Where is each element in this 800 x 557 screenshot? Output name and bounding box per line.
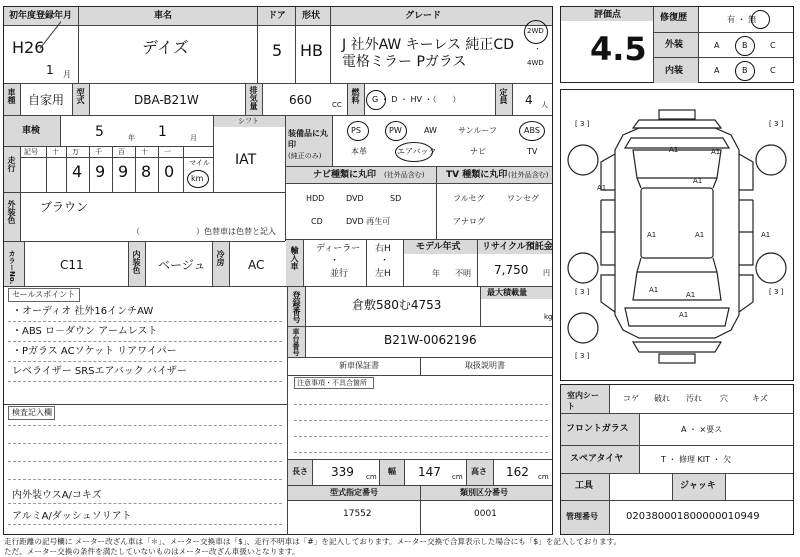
windshield-label: フロントガラス [566,424,629,434]
door-label: ドア [268,11,286,21]
displacement-label: 排気量 [249,86,258,110]
ruled-line [8,524,282,525]
interior-color-value: ベージュ [158,258,206,272]
sales-point-item: ・ABS ロ－ダウン アームレスト [12,326,158,337]
score-label: 評価点 [594,10,622,20]
interior-color-label: 内装色 [132,250,141,274]
damage-mark: A1 [679,311,689,319]
equip-abs-circle [519,121,545,141]
mileage-grid-line [112,147,113,192]
sales-point-item: レベライザー SRSエアバック バイザー [12,366,187,377]
sales-points-label-box [8,288,80,302]
model-year-unit: 年 [432,269,440,278]
mileage-digit-header: 十 [141,148,148,156]
inspection-month-unit: 月 [190,134,197,142]
footer-line1: 走行距離の記号欄に メーター改ざん車は「＊」、メーター交換車は「$」、走行不明車は「#」を記入しております。メーター交換で合算表示した場合にも「$」を記入しております。 [4,537,622,546]
mileage-digit-header: 百 [118,148,125,156]
navi-option: HDD [306,194,325,203]
equipment-item: 本革 [351,147,367,156]
capacity-label: 定員 [499,88,508,104]
width-unit: cm [452,473,463,481]
max-load-label: 最大積載量 [487,288,527,297]
chassis-value: B21W-0062196 [384,333,477,347]
mgmt-value: 020380001800000010949 [626,511,760,522]
warranty-new: 新車保証書 [339,361,379,370]
length-label: 長さ [292,467,308,476]
tire-depth-mark: [ 3 ] [769,288,784,296]
recycle-label: リサイクル預託金 [482,242,553,252]
tire-depth-mark: [ 3 ] [575,352,590,360]
damage-mark: A1 [649,286,659,294]
interior-sheet-option: コゲ [623,394,639,403]
equipment-item: ナビ [470,147,486,156]
ruled-line [8,479,282,480]
mileage-grid-line [89,147,90,192]
length-unit: cm [366,473,377,481]
height-value: 162 [506,465,529,479]
interior-sheet-option: 穴 [720,394,728,403]
type-designation-value: 17552 [343,509,372,519]
tire-depth-mark: [ 3 ] [575,120,590,128]
type-designation-label: 型式指定番号 [330,488,378,497]
first-reg-month-unit: 月 [63,70,71,79]
shift-label: シフト [238,117,259,125]
tv-label: TV 種類に丸印 [446,170,508,180]
equip-ps-circle [347,121,369,141]
mileage-digit-header: 万 [72,148,79,156]
equipment-item: エアバック [397,147,437,156]
mileage-grid-line [158,147,159,192]
equipment-item: PW [389,126,402,135]
mileage-digit-header: 一 [164,148,171,156]
mileage-digit: 8 [141,162,152,181]
ruled-line [294,420,548,421]
damage-mark: A1 [686,291,696,299]
interior-grade: C [770,66,776,75]
grade-line1: J 社外AW キーレス 純正CD [342,37,514,53]
damage-mark: A1 [693,177,703,185]
import-dealer: ディーラー [316,244,361,254]
mileage-km-unit: km [191,174,204,183]
recycle-unit: 円 [543,269,550,277]
equipment-label: 装備品に丸印 [288,129,328,149]
registration-value: 倉敷580む4753 [352,298,442,312]
exterior-grade: C [770,41,776,50]
navi-label: ナビ種類に丸印 [313,170,377,180]
tire-depth-mark: [ 3 ] [769,120,784,128]
inspector-line2: アルミA/ダッシュソリアト [12,511,132,522]
inspection-year-unit: 年 [128,134,135,142]
first-reg-month: 1 [46,63,54,77]
interior-selected-circle [735,61,755,81]
equipment-sub: (純正のみ) [288,152,322,160]
interior-grade: A [714,66,720,75]
repair-label: 修復歴 [660,13,688,23]
exterior-label: 外装 [665,40,684,50]
interior-label: 内装 [665,66,684,76]
registration-label: 登録番号 [292,291,301,323]
recycle-value: 7,750 [494,263,529,277]
mileage-digit: 0 [164,162,175,181]
mileage-grid-line [66,147,67,192]
color-label: 外装色 [7,200,16,224]
ruled-line [8,503,282,504]
mileage-digit-header: 記号 [24,148,38,156]
displacement-unit: CC [332,101,342,109]
mileage-digit-header: 千 [95,148,102,156]
inspection-year: 5 [95,124,104,140]
ruled-line [8,425,282,426]
navi-option: CD [311,217,323,226]
spare-value: T ・ 修理 KIT ・ 欠 [661,455,732,464]
capacity-unit: 人 [541,101,548,109]
repair-selected-circle [751,10,770,29]
ruled-line [8,381,282,382]
ruled-line [8,461,282,462]
navi-option: SD [390,194,402,203]
import-dealer-dot: ・ [330,256,340,266]
displacement-value: 660 [289,93,312,107]
exterior-grade: B [742,41,748,50]
footer-line2: ただ、メーター交換の条件を満たしていないものはメーター改ざん車扱いとなります。 [4,547,300,556]
usage-label: 車種 [7,88,16,104]
mileage-grid-line [46,147,47,192]
drive-2wd: 2WD [527,27,544,35]
usage-value: 自家用 [28,93,65,107]
sales-point-item: ・Pガラス ACソケット リアワイパー [12,346,177,357]
equipment-item: ABS [524,126,540,135]
exterior-selected-circle [735,36,755,56]
model-year-unknown: 不明 [455,269,471,278]
mgmt-label: 管理番号 [566,512,598,521]
windshield-value: A ・ ×要ス [681,425,723,434]
import-left: 左H [375,269,391,279]
first-reg-label: 初年度登録年月 [9,11,73,21]
ruled-line [294,404,548,405]
inspector-line1: 内外装ウスA/コキズ [12,490,102,501]
mileage-grid-line [183,147,184,192]
mileage-digit: 4 [72,162,83,181]
doors-value: 5 [272,41,283,60]
chassis-label: 車台番号 [292,328,300,356]
damage-mark: A1 [597,184,607,192]
height-unit: cm [538,473,549,481]
color-note: （ ）色替車は色替と記入 [132,227,276,236]
first-reg-era: H26 [12,38,45,57]
equipment-item: TV [527,147,538,156]
import-parallel: 並行 [330,269,349,279]
grade-line2: 電格ミラー Pガラス [342,54,467,70]
ac-value: AC [248,258,265,272]
ac-label: 冷房 [216,250,225,266]
tv-option: フルセグ [453,194,485,203]
inspector-label-box [8,406,55,420]
sales-points-label: セールスポイント [12,290,76,299]
shape-label: 形状 [302,11,321,21]
interior-sheet-option: 破れ [654,394,670,403]
shift-value: IAT [235,152,257,168]
repair-options: 有 ・ 無 [727,15,757,24]
interior-sheet-option: 汚れ [686,394,702,403]
inspection-month: 1 [158,124,167,140]
model-year-label: モデル年式 [416,242,461,252]
interior-grade: B [742,66,748,75]
equipment-item: サンルーフ [458,126,497,135]
height-label: 高さ [471,467,487,476]
max-load-unit: kg [544,313,553,321]
color-value: ブラウン [40,200,89,214]
mileage-digit-header: 十 [52,148,59,156]
class-value: 0001 [474,509,497,519]
sales-point-item: ・オーディオ 社外16インチAW [12,306,154,317]
jack-label: ジャッキ [680,481,716,491]
fuel-label: 燃料 [351,88,360,104]
mileage-label: 走行 [7,156,16,172]
ruled-line [8,443,282,444]
exterior-grade: A [714,41,720,50]
interior-sheet-option: キズ [752,394,768,403]
damage-mark: A1 [669,146,679,154]
import-label: 輸入車 [290,246,299,270]
fuel-options: G ・ D ・ HV ・（ ） [372,95,461,104]
import-right: 右H [375,244,391,254]
ruled-line [294,452,548,453]
mileage-digit: 9 [95,162,106,181]
drive-dot: ・ [534,45,541,53]
grade-label: グレード [405,11,442,21]
car-diagram [561,90,793,380]
score-value: 4.5 [590,30,647,68]
equipment-item: AW [424,126,437,135]
equip-airbag-circle [395,142,433,162]
damage-mark: A1 [647,231,657,239]
equipment-item: PS [351,126,361,135]
model-label: 型式 [76,88,85,104]
mileage-digit: 9 [118,162,129,181]
model-value: DBA-B21W [134,93,199,107]
ruled-line [8,361,282,362]
tire-depth-mark: [ 3 ] [575,288,590,296]
car-name-label: 車名 [154,11,173,21]
ruled-line [8,341,282,342]
capacity-value: 4 [525,93,533,107]
ruled-line [294,436,548,437]
navi-option: DVD [346,194,364,203]
width-value: 147 [418,465,441,479]
inspector-label: 検査記入欄 [12,408,52,417]
equip-pw-circle [385,121,407,141]
tv-option: ワンセグ [507,194,539,203]
tire-marks [575,120,784,360]
tv-option: アナログ [453,217,485,226]
class-label: 類別区分番号 [460,488,508,497]
navi-sub: (社外品含む) [384,171,425,179]
warranty-manual: 取扱説明書 [465,361,505,370]
length-value: 339 [331,465,354,479]
damage-mark: A1 [711,148,721,156]
tools-label: 工具 [575,481,594,491]
interior-sheet-label: 室内シート [567,391,599,411]
color-no-label: カラーNo. [8,250,16,285]
mileage-grid-line [135,147,136,192]
color-no-value: C11 [60,258,84,272]
shape-value: HB [300,41,324,60]
caution-label: 注意事項・不具合箇所 [297,379,367,387]
damage-mark: A1 [761,231,771,239]
caution-label-box [294,377,374,389]
tv-sub: (社外品含む) [508,171,549,179]
import-rl-dot: ・ [380,256,390,266]
inspection-label: 車検 [22,126,41,136]
drive-4wd: 4WD [527,59,544,67]
car-name-value: デイズ [142,38,189,57]
mileage-mile-unit: マイル [189,159,210,167]
spare-label: スペアタイヤ [570,454,624,464]
width-label: 幅 [388,467,396,476]
ruled-line [8,321,282,322]
navi-option: DVD 再生可 [346,217,391,226]
damage-mark: A1 [695,231,705,239]
